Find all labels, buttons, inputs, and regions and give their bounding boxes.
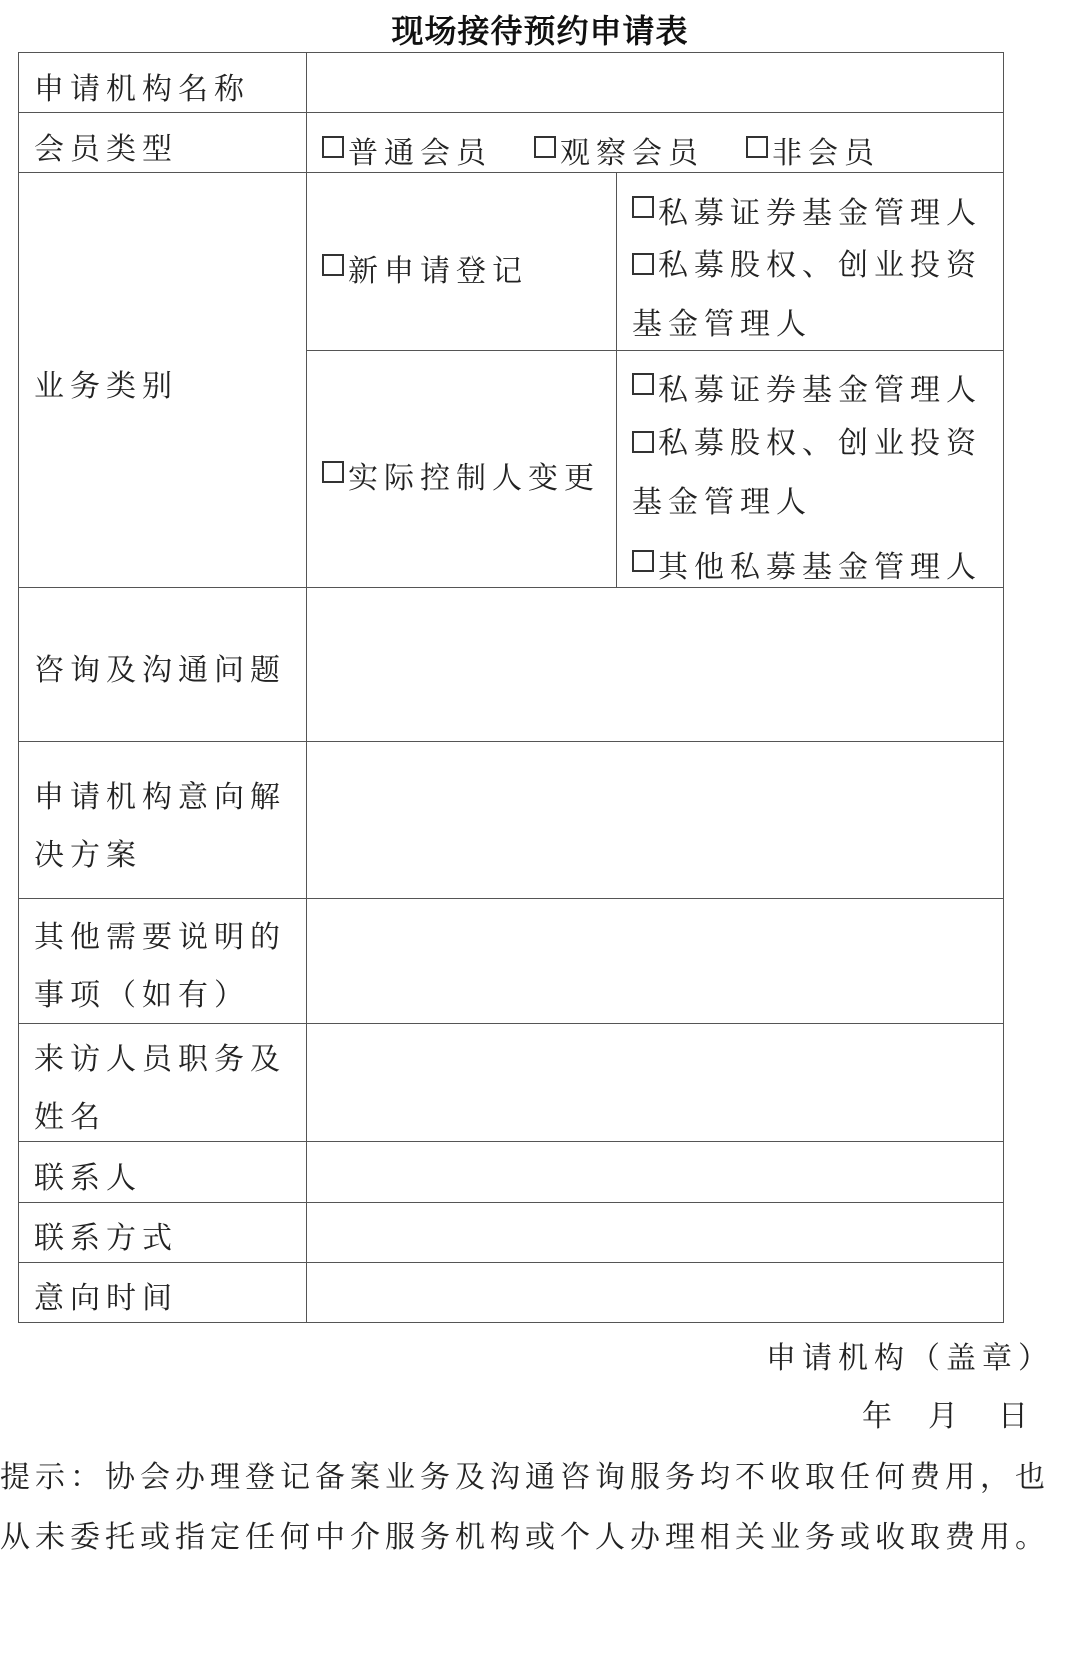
table-rule — [18, 587, 1004, 588]
checkbox-square-icon — [632, 431, 654, 453]
form-title: 现场接待预约申请表 — [391, 12, 689, 50]
label-consult: 咨询及沟通问题 — [34, 653, 286, 688]
label-contact-method: 联系方式 — [34, 1221, 178, 1256]
label-visitor-line1: 来访人员职务及 — [34, 1042, 286, 1077]
label-contact-person: 联系人 — [34, 1161, 142, 1196]
field-consult[interactable] — [308, 589, 1002, 740]
table-rule — [18, 1202, 1004, 1203]
checkbox-controller-change[interactable]: 实际控制人变更 — [322, 453, 600, 493]
date-day-label: 日 — [998, 1399, 1034, 1434]
field-other[interactable] — [308, 900, 1002, 1022]
label-intended-time: 意向时间 — [34, 1281, 178, 1316]
label-org-name: 申请机构名称 — [34, 72, 250, 107]
checkbox-square-icon — [746, 136, 768, 158]
label-solution-line1: 申请机构意向解 — [34, 780, 286, 815]
checkbox-square-icon — [632, 550, 654, 572]
field-intended-time[interactable] — [308, 1264, 1002, 1321]
checkbox-new-securities-manager[interactable]: 私募证券基金管理人 — [632, 188, 982, 228]
table-border-top — [18, 52, 1004, 53]
date-year-label: 年 — [862, 1399, 898, 1434]
checkbox-square-icon — [322, 136, 344, 158]
checkbox-new-equity-manager[interactable]: 私募股权、创业投资基金管理人 — [632, 248, 982, 342]
checkbox-non-member[interactable]: 非会员 — [746, 128, 880, 168]
date-month-label: 月 — [928, 1399, 964, 1434]
table-border-left — [18, 52, 19, 1323]
checkbox-square-icon — [632, 253, 654, 275]
table-rule — [18, 898, 1004, 899]
table-divider — [306, 52, 307, 1323]
checkbox-change-equity-manager[interactable]: 私募股权、创业投资基金管理人 — [632, 426, 982, 520]
checkbox-square-icon — [632, 196, 654, 218]
checkbox-square-icon — [322, 254, 344, 276]
checkbox-square-icon — [322, 461, 344, 483]
table-border-right — [1003, 52, 1004, 1323]
checkbox-change-securities-manager[interactable]: 私募证券基金管理人 — [632, 365, 982, 405]
field-solution[interactable] — [308, 743, 1002, 897]
checkbox-member-observer[interactable]: 观察会员 — [534, 128, 704, 168]
checkbox-new-registration[interactable]: 新申请登记 — [322, 246, 528, 286]
field-org-name[interactable] — [308, 54, 1002, 111]
label-visitor-line2: 姓名 — [34, 1100, 106, 1135]
label-solution-line2: 决方案 — [34, 838, 142, 873]
label-member-type: 会员类型 — [34, 132, 178, 167]
label-other-line2: 事项（如有） — [34, 978, 250, 1013]
table-rule — [18, 741, 1004, 742]
field-visitor[interactable] — [308, 1025, 1002, 1140]
checkbox-member-regular[interactable]: 普通会员 — [322, 128, 492, 168]
label-other-line1: 其他需要说明的 — [34, 920, 286, 955]
checkbox-change-other-manager[interactable]: 其他私募基金管理人 — [632, 542, 982, 582]
field-contact-method[interactable] — [308, 1204, 1002, 1261]
table-divider-business — [616, 172, 617, 587]
checkbox-square-icon — [534, 136, 556, 158]
field-contact-person[interactable] — [308, 1143, 1002, 1201]
label-business-type: 业务类别 — [34, 369, 178, 404]
org-seal-label: 申请机构（盖章） — [766, 1341, 1054, 1376]
table-rule — [18, 1141, 1004, 1142]
checkbox-square-icon — [632, 373, 654, 395]
notice-text: 提示：协会办理登记备案业务及沟通咨询服务均不收取任何费用，也从未委托或指定任何中介服务机构或个人办理相关业务或收取费用。 — [0, 1460, 1050, 1555]
